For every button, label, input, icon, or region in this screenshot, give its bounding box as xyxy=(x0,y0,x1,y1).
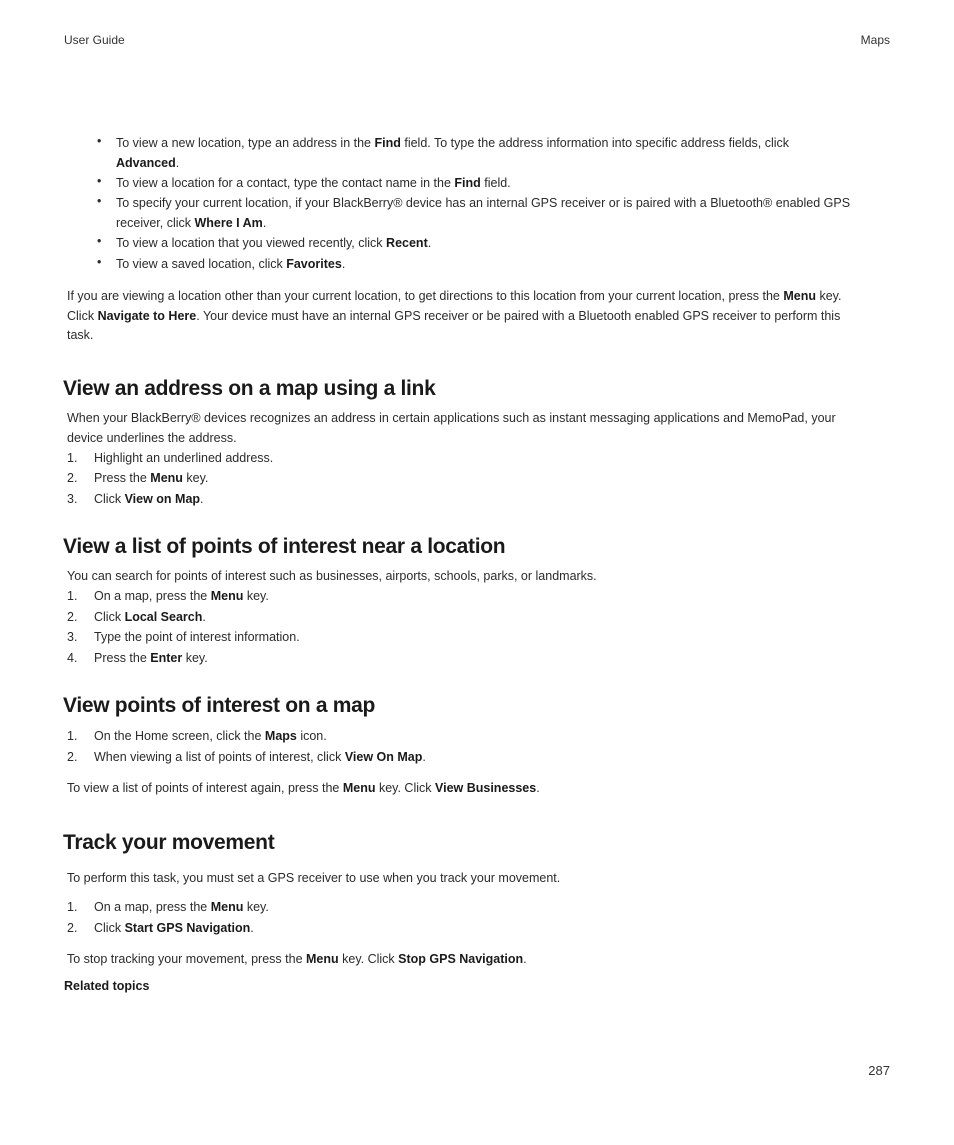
bullet-item: To view a saved location, click Favorites. xyxy=(116,257,346,271)
bullet-item: To view a location that you viewed recently, click Recent. xyxy=(116,236,432,250)
step-number: 2. xyxy=(67,471,78,485)
section-heading-poi-list: View a list of points of interest near a location xyxy=(63,535,506,558)
bullet-item: To specify your current location, if your BlackBerry® device has an internal GPS receiver or is paired with a Bluetooth® enabled GPS receiver, click Where I Am. xyxy=(116,196,851,230)
section4-note: To stop tracking your movement, press the Menu key. Click Stop GPS Navigation. xyxy=(67,952,527,966)
step-text: Press the Menu key. xyxy=(94,471,209,485)
step-number: 2. xyxy=(67,750,78,764)
bullet-marker: • xyxy=(97,174,102,188)
step-number: 4. xyxy=(67,651,78,665)
step-text: Click Start GPS Navigation. xyxy=(94,921,254,935)
step-text: On the Home screen, click the Maps icon. xyxy=(94,729,327,743)
step-number: 2. xyxy=(67,610,78,624)
step-number: 2. xyxy=(67,921,78,935)
step-number: 3. xyxy=(67,492,78,506)
step-number: 1. xyxy=(67,589,78,603)
bullet-marker: • xyxy=(97,194,102,208)
bullet-item: To view a new location, type an address in the Find field. To type the address information into specific address fields, click Advanced. xyxy=(116,136,790,170)
bullet-marker: • xyxy=(97,134,102,148)
page-number: 287 xyxy=(868,1063,890,1078)
related-topics-heading: Related topics xyxy=(64,979,150,993)
section-heading-track-movement: Track your movement xyxy=(63,831,275,854)
bullet-marker: • xyxy=(97,234,102,248)
step-text: Highlight an underlined address. xyxy=(94,451,274,465)
step-text: Click Local Search. xyxy=(94,610,206,624)
step-number: 3. xyxy=(67,630,78,644)
section3-note: To view a list of points of interest again, press the Menu key. Click View Businesses. xyxy=(67,781,540,795)
section-heading-view-address: View an address on a map using a link xyxy=(63,377,436,400)
step-number: 1. xyxy=(67,451,78,465)
header-section-title: Maps xyxy=(860,33,890,47)
step-text: Type the point of interest information. xyxy=(94,630,300,644)
step-number: 1. xyxy=(67,900,78,914)
step-text: Press the Enter key. xyxy=(94,651,208,665)
section4-paragraph: To perform this task, you must set a GPS receiver to use when you track your movement. xyxy=(67,871,561,885)
step-number: 1. xyxy=(67,729,78,743)
step-text: Click View on Map. xyxy=(94,492,204,506)
directions-paragraph: If you are viewing a location other than your current location, to get directions to this location from your current location, press the Menu key. Click Navigate to Here. Your device must have an internal GPS receiver or be paired with a Bluetooth enabled GPS receiver to perform this task. xyxy=(67,289,842,342)
step-text: When viewing a list of points of interest, click View On Map. xyxy=(94,750,426,764)
step-text: On a map, press the Menu key. xyxy=(94,589,269,603)
bullet-marker: • xyxy=(97,255,102,269)
section-heading-poi-map: View points of interest on a map xyxy=(63,694,376,717)
header-guide-title: User Guide xyxy=(64,33,125,47)
step-text: On a map, press the Menu key. xyxy=(94,900,269,914)
section2-paragraph: You can search for points of interest such as businesses, airports, schools, parks, or landmarks. xyxy=(67,569,597,583)
bullet-item: To view a location for a contact, type the contact name in the Find field. xyxy=(116,176,511,190)
section1-paragraph: When your BlackBerry® devices recognizes an address in certain applications such as instant messaging applications and MemoPad, your device underlines the address. xyxy=(67,411,836,445)
